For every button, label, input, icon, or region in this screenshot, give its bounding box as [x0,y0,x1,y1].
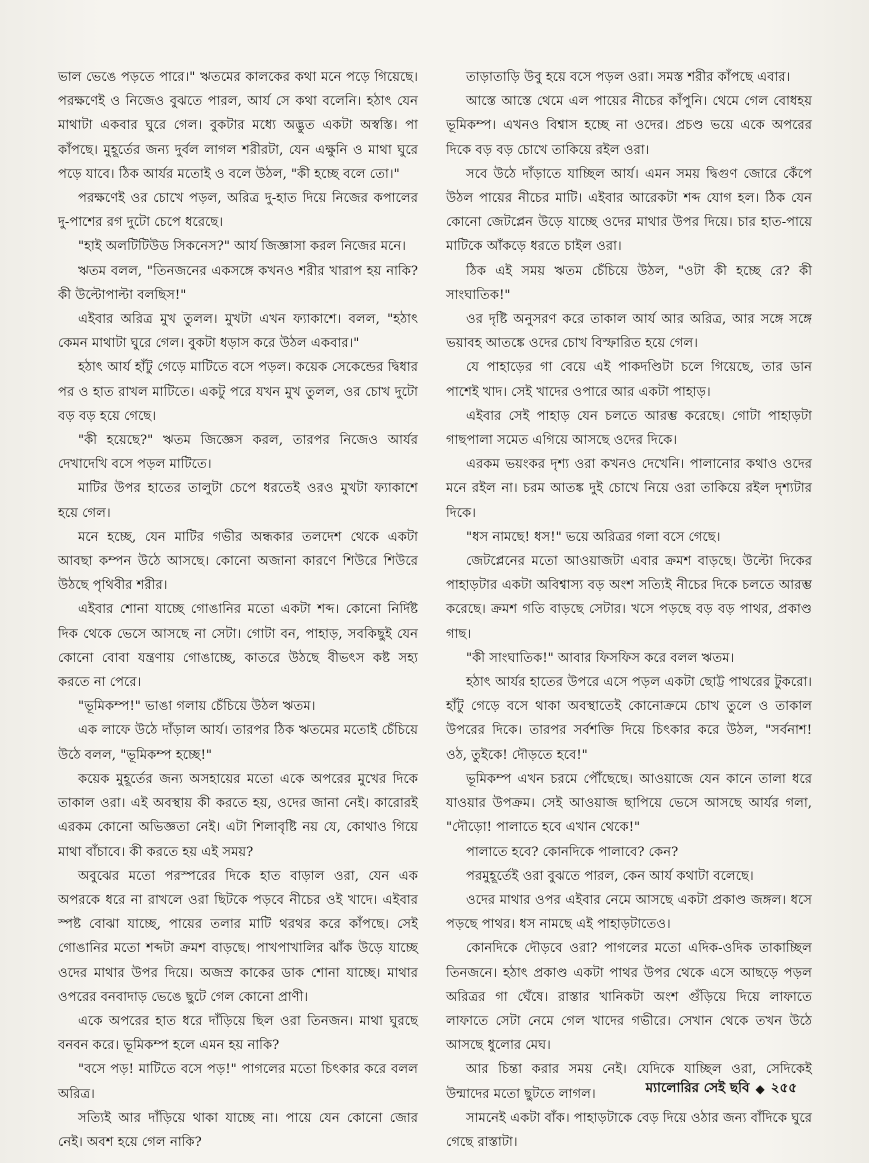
paragraph: হঠাৎ আর্য হাঁটু গেড়ে মাটিতে বসে পড়ল। কয়েক সেকেন্ডের দ্বিধার পর ও হাত রাখল মাটিতে। একটু পরে যখন মুখ তুলল, ওর চোখ দুটো বড় বড় হয়ে গেছে। [58,360,418,424]
page-number: ২৫৫ [770,1080,797,1096]
paragraph: ভাল ভেঙে পড়তে পারে।" ঋতমের কালকের কথা মনে পড়ে গিয়েছে। পরক্ষণেই ও নিজেও বুঝতে পারল, আর্য সে কথা বলেনি। হঠাৎ যেন মাথাটা একবার ঘুরে গেল। বুকটার মধ্যে অদ্ভুত একটা অস্বস্তি। পা কাঁপছে। মুহূর্তের জন্য দুর্বল লাগল শরীরটা, যেন এক্ষুনি ও মাথা ঘুরে পড়ে যাবে। ঠিক আর্যর মতোই ও বলে উঠল, "কী হচ্ছে বলে তো।" [58,70,418,182]
right-text-column [446,66,812,1155]
paragraph: পরমুহূর্তেই ওরা বুঝতে পারল, কেন আর্য কথাটা বলেছে। [466,868,754,884]
paragraph: এইবার অরিত্র মুখ তুলল। মুখটা এখন ফ্যাকাশে। বলল, "হঠাৎ কেমন মাথাটা ঘুরে গেল। বুকটা ধড়াস করে উঠল একবার।" [58,312,418,352]
paragraph: এইবার সেই পাহাড় যেন চলতে আরম্ভ করেছে। গোটা পাহাড়টা গাছপালা সমেত এগিয়ে আসছে ওদের দিকে। [446,408,812,449]
paragraph: পরক্ষণেই ওর চোখে পড়ল, অরিত্র দু-হাত দিয়ে নিজের কপালের দু-পাশের রগ দুটো চেপে ধরেছে। [58,191,418,231]
paragraph: হঠাৎ আর্যর হাতের উপরে এসে পড়ল একটা ছোট্ট পাথরের টুকরো। হাঁটু গেড়ে বসে থাকা অবস্থাতেই কোনোক্রমে চোখ তুলে ও তাকাল উপরের দিকে। তারপর সর্বশক্তি দিয়ে চিৎকার করে উঠল, "সর্বনাশ! ওঠ, তুইকে! দৌড়তে হবে!" [446,675,812,763]
paragraph: আর চিন্তা করার সময় নেই। যেদিকে যাচ্ছিল ওরা, সেদিকেই উন্মাদের মতো ছুটতে লাগল। [446,1062,812,1102]
paragraph: এক লাফে উঠে দাঁড়াল আর্য। তারপর ঠিক ঋতমের মতোই চেঁচিয়ে উঠে বলল, "ভূমিকম্প হচ্ছে!" [58,723,418,763]
page-footer [646,1077,797,1100]
paragraph: সামনেই একটা বাঁক। পাহাড়টাকে বেড় দিয়ে ওঠার জন্য বাঁদিকে ঘুরে গেছে রাস্তাটা। [446,1110,812,1150]
left-text-column [58,66,418,1155]
paragraph: ঠিক এই সময় ঋতম চেঁচিয়ে উঠল, "ওটা কী হচ্ছে রে? কী সাংঘাতিক!" [446,263,812,303]
paragraph: জেটপ্লেনের মতো আওয়াজটা এবার ক্রমশ বাড়ছে। উল্টো দিকের পাহাড়টার একটা অবিশ্বাস্য বড় অংশ সত্যিই নীচের দিকে চলতে আরম্ভ করেছে। ক্রমশ গতি বাড়ছে সেটার। খসে পড়ছে বড় বড় পাথর, প্রকাণ্ড গাছ। [446,554,812,642]
paragraph: "বসে পড়! মাটিতে বসে পড়!" পাগলের মতো চিৎকার করে বলল অরিত্র। [58,1062,418,1102]
diamond-separator-icon: ◆ [755,1081,765,1096]
paragraph: তাড়াতাড়ি উবু হয়ে বসে পড়ল ওরা। সমস্ত শরীর কাঁপছে এবার। [466,70,791,85]
paragraph: ওর দৃষ্টি অনুসরণ করে তাকাল আর্য আর অরিত্র, আর সঙ্গে সঙ্গে ভয়াবহ আতঙ্কে ওদের চোখ বিস্ফারিত হয়ে গেল। [446,312,812,352]
paragraph: সত্যিই আর দাঁড়িয়ে থাকা যাচ্ছে না। পায়ে যেন কোনো জোর নেই। অবশ হয়ে গেল নাকি? [58,1110,418,1150]
paragraph: এরকম ভয়ংকর দৃশ্য ওরা কখনও দেখেনি। পালানোর কথাও ওদের মনে রইল না। চরম আতঙ্ক দুই চোখে নিয়ে ওরা তাকিয়ে রইল দৃশ্যটার দিকে। [446,457,812,521]
paragraph: সবে উঠে দাঁড়াতে যাচ্ছিল আর্য। এমন সময় দ্বিগুণ জোরে কেঁপে উঠল পায়ের নীচের মাটি। এইবার আরেকটা শব্দ যোগ হল। ঠিক যেন কোনো জেটপ্লেন উড়ে যাচ্ছে ওদের মাথার উপর দিয়ে। চার হাত-পায়ে মাটিকে আঁকড়ে ধরতে চাইল ওরা। [446,166,812,255]
paragraph: "হাই অলটিটিউড সিকনেস?" আর্য জিজ্ঞাসা করল নিজের মনে। [78,239,406,255]
paragraph: মাটির উপর হাতের তালুটা চেপে ধরতেই ওরও মুখটা ফ্যাকাশে হয়ে গেল। [58,481,418,521]
paragraph: অবুঝের মতো পরস্পরের দিকে হাত বাড়াল ওরা, যেন এক অপরকে ধরে না রাখলে ওরা ছিটকে পড়বে নীচের ওই খাদে। এইবার স্পষ্ট বোঝা যাচ্ছে, পায়ের তলার মাটি থরথর করে কাঁপছে। সেই গোঙানির মতো শব্দটা ক্রমশ বাড়ছে। পাখপাখালির ঝাঁক উড়ে যাচ্ছে ওদের মাথার উপর দিয়ে। অজস্র কাকের ডাক শোনা যাচ্ছে। মাথার ওপরের বনবাদাড় ভেঙে ছুটে গেল কোনো প্রাণী। [58,868,418,1005]
paragraph: "কী সাংঘাতিক!" আবার ফিসফিস করে বলল ঋতম। [466,650,735,666]
paragraph: "ভূমিকম্প!" ভাঙা গলায় চেঁচিয়ে উঠল ঋতম। [78,699,316,715]
running-title: ম্যালোরির সেই ছবি [645,1080,750,1096]
paragraph: "ধস নামছে! ধস!" ভয়ে অরিত্রর গলা বসে গেছে। [466,529,721,545]
paragraph: যে পাহাড়ের গা বেয়ে এই পাকদণ্ডিটা চলে গিয়েছে, তার ডান পাশেই খাদ। সেই খাদের ওপারে আর একটা পাহাড়। [446,360,812,400]
paragraph: ঋতম বলল, "তিনজনের একসঙ্গে কখনও শরীর খারাপ হয় নাকি? কী উল্টোপাল্টা বলছিস!" [58,263,418,303]
paragraph: আস্তে আস্তে থেমে এল পায়ের নীচের কাঁপুনি। থেমে গেল বোধহয় ভূমিকম্প। এখনও বিশ্বাস হচ্ছে না ওদের। প্রচণ্ড ভয়ে একে অপরের দিকে বড় বড় চোখে তাকিয়ে রইল ওরা। [446,94,812,158]
paragraph: কোনদিকে দৌড়বে ওরা? পাগলের মতো এদিক-ওদিক তাকাচ্ছিল তিনজনে। হঠাৎ প্রকাণ্ড একটা পাথর উপর থেকে এসে আছড়ে পড়ল অরিত্রর গা ঘেঁষে। রাস্তার খানিকটা অংশ গুঁড়িয়ে দিয়ে লাফাতে লাফাতে সেটা নেমে গেল খাদের গভীরে। সেখান থেকে তখন উঠে আসছে ধুলোর মেঘ। [446,941,812,1054]
paragraph: মনে হচ্ছে, যেন মাটির গভীর অন্ধকার তলদেশ থেকে একটা আবছা কম্পন উঠে আসছে। কোনো অজানা কারণে শিউরে শিউরে উঠছে পৃথিবীর শরীর। [58,529,418,594]
paragraph: ভূমিকম্প এখন চরমে পৌঁছেছে। আওয়াজে যেন কানে তালা ধরে যাওয়ার উপক্রম। সেই আওয়াজ ছাপিয়ে ভেসে আসছে আর্যর গলা, "দৌড়ো! পালাতে হবে এখান থেকে!" [446,771,812,836]
paragraph: পালাতে হবে? কোনদিকে পালাবে? কেন? [466,844,679,860]
paragraph: এইবার শোনা যাচ্ছে গোঙানির মতো একটা শব্দ। কোনো নির্দিষ্ট দিক থেকে ভেসে আসছে না সেটা। গোটা বন, পাহাড়, সবকিছুই যেন কোনো বোবা যন্ত্রণায় গোঙাচ্ছে, কাতরে উঠছে বীভৎস কষ্ট সহ্য করতে না পেরে। [58,602,418,691]
paragraph: কয়েক মুহূর্তের জন্য অসহায়ের মতো একে অপরের মুখের দিকে তাকাল ওরা। এই অবস্থায় কী করতে হয়, ওদের জানা নেই। কারোরই এরকম কোনো অভিজ্ঞতা নেই। এটা শিলাবৃষ্টি নয় যে, কোথাও গিয়ে মাথা বাঁচাবে। কী করতে হয় এই সময়? [58,771,418,860]
paragraph: একে অপরের হাত ধরে দাঁড়িয়ে ছিল ওরা তিনজন। মাথা ঘুরছে বনবন করে। ভূমিকম্প হলে এমন হয় নাকি? [58,1013,418,1054]
paragraph: "কী হয়েছে?" ঋতম জিজ্ঞেস করল, তারপর নিজেও আর্যর দেখাদেখি বসে পড়ল মাটিতে। [58,433,418,473]
paragraph: ওদের মাথার ওপর এইবার নেমে আসছে একটা প্রকাণ্ড জঙ্গল। ধসে পড়ছে পাথর। ধস নামছে এই পাহাড়টাতেও। [446,892,812,933]
